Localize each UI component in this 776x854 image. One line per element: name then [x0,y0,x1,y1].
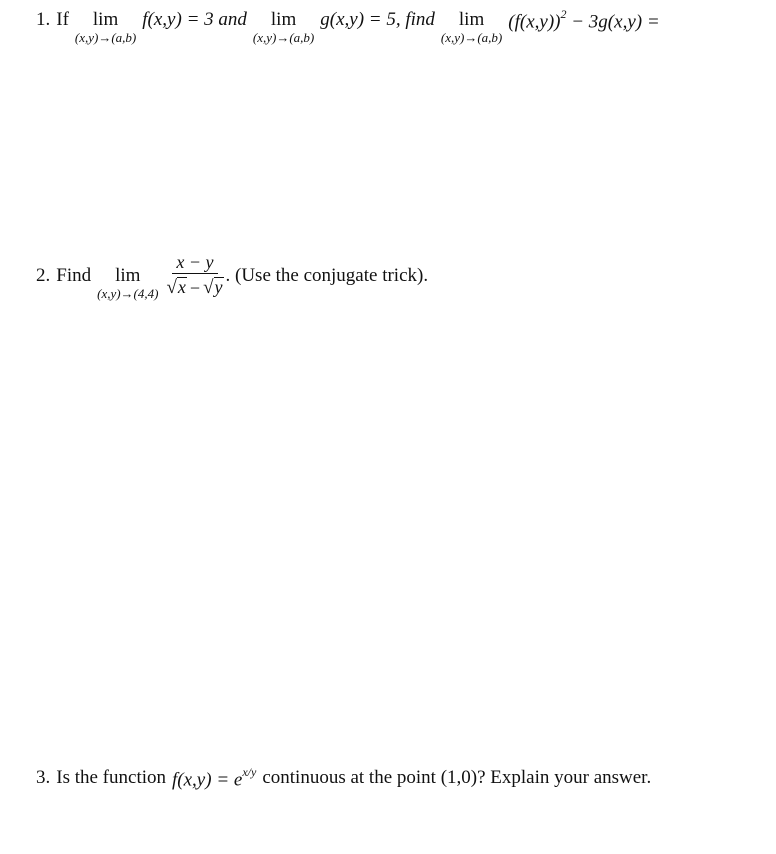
problem-text-after: continuous at the point (1,0)? Explain your answer. [262,767,652,788]
limit [97,266,158,300]
lim-subscript: (x,y)→(a,b) [252,30,315,45]
lim-subscript: (x,y)→(a,b) [440,30,503,45]
expression-g: g(x,y) = 5, find [320,9,435,30]
problem-lead: If [56,9,69,30]
problem-number: 2. [36,265,51,286]
lim-subscript: (x,y)→(4,4) [97,286,159,301]
lim-word: lim [92,9,119,30]
lim-word: lim [458,9,485,30]
function-exponent: x/y [242,765,257,779]
problem-2 [36,253,428,300]
expr-post: − 3g(x,y) = [566,11,660,33]
minus-sign: − [189,277,201,298]
problem-trail: . (Use the conjugate trick). [225,265,429,286]
fraction-numerator: x − y [172,253,217,274]
function-base: f(x,y) = e [172,769,243,791]
limit-2 [253,10,314,44]
expression-f: f(x,y) = 3 and [142,9,247,30]
problem-number: 3. [36,767,51,788]
problem-3 [36,765,652,791]
problem-text-before: Is the function [56,767,167,788]
fraction-denominator [166,274,223,297]
sqrt-y [203,277,223,297]
lim-subscript: (x,y)→(a,b) [74,30,137,45]
limit-1 [75,10,136,44]
expression-combined [508,7,660,33]
expr-exponent: 2 [560,7,567,21]
sqrt-y-body: y [214,277,223,297]
fraction [166,253,223,297]
sqrt-icon: √ [203,276,214,298]
limit-3 [441,10,502,44]
sqrt-x [166,277,186,297]
expr-pre: (f(x,y)) [508,11,561,33]
lim-word: lim [115,265,141,286]
problem-1 [36,7,660,45]
lim-word: lim [270,9,297,30]
sqrt-x-body: x [177,277,186,297]
function-expression [172,765,257,791]
problem-number: 1. [36,9,51,30]
sqrt-icon: √ [166,276,177,298]
problem-lead: Find [56,265,92,286]
